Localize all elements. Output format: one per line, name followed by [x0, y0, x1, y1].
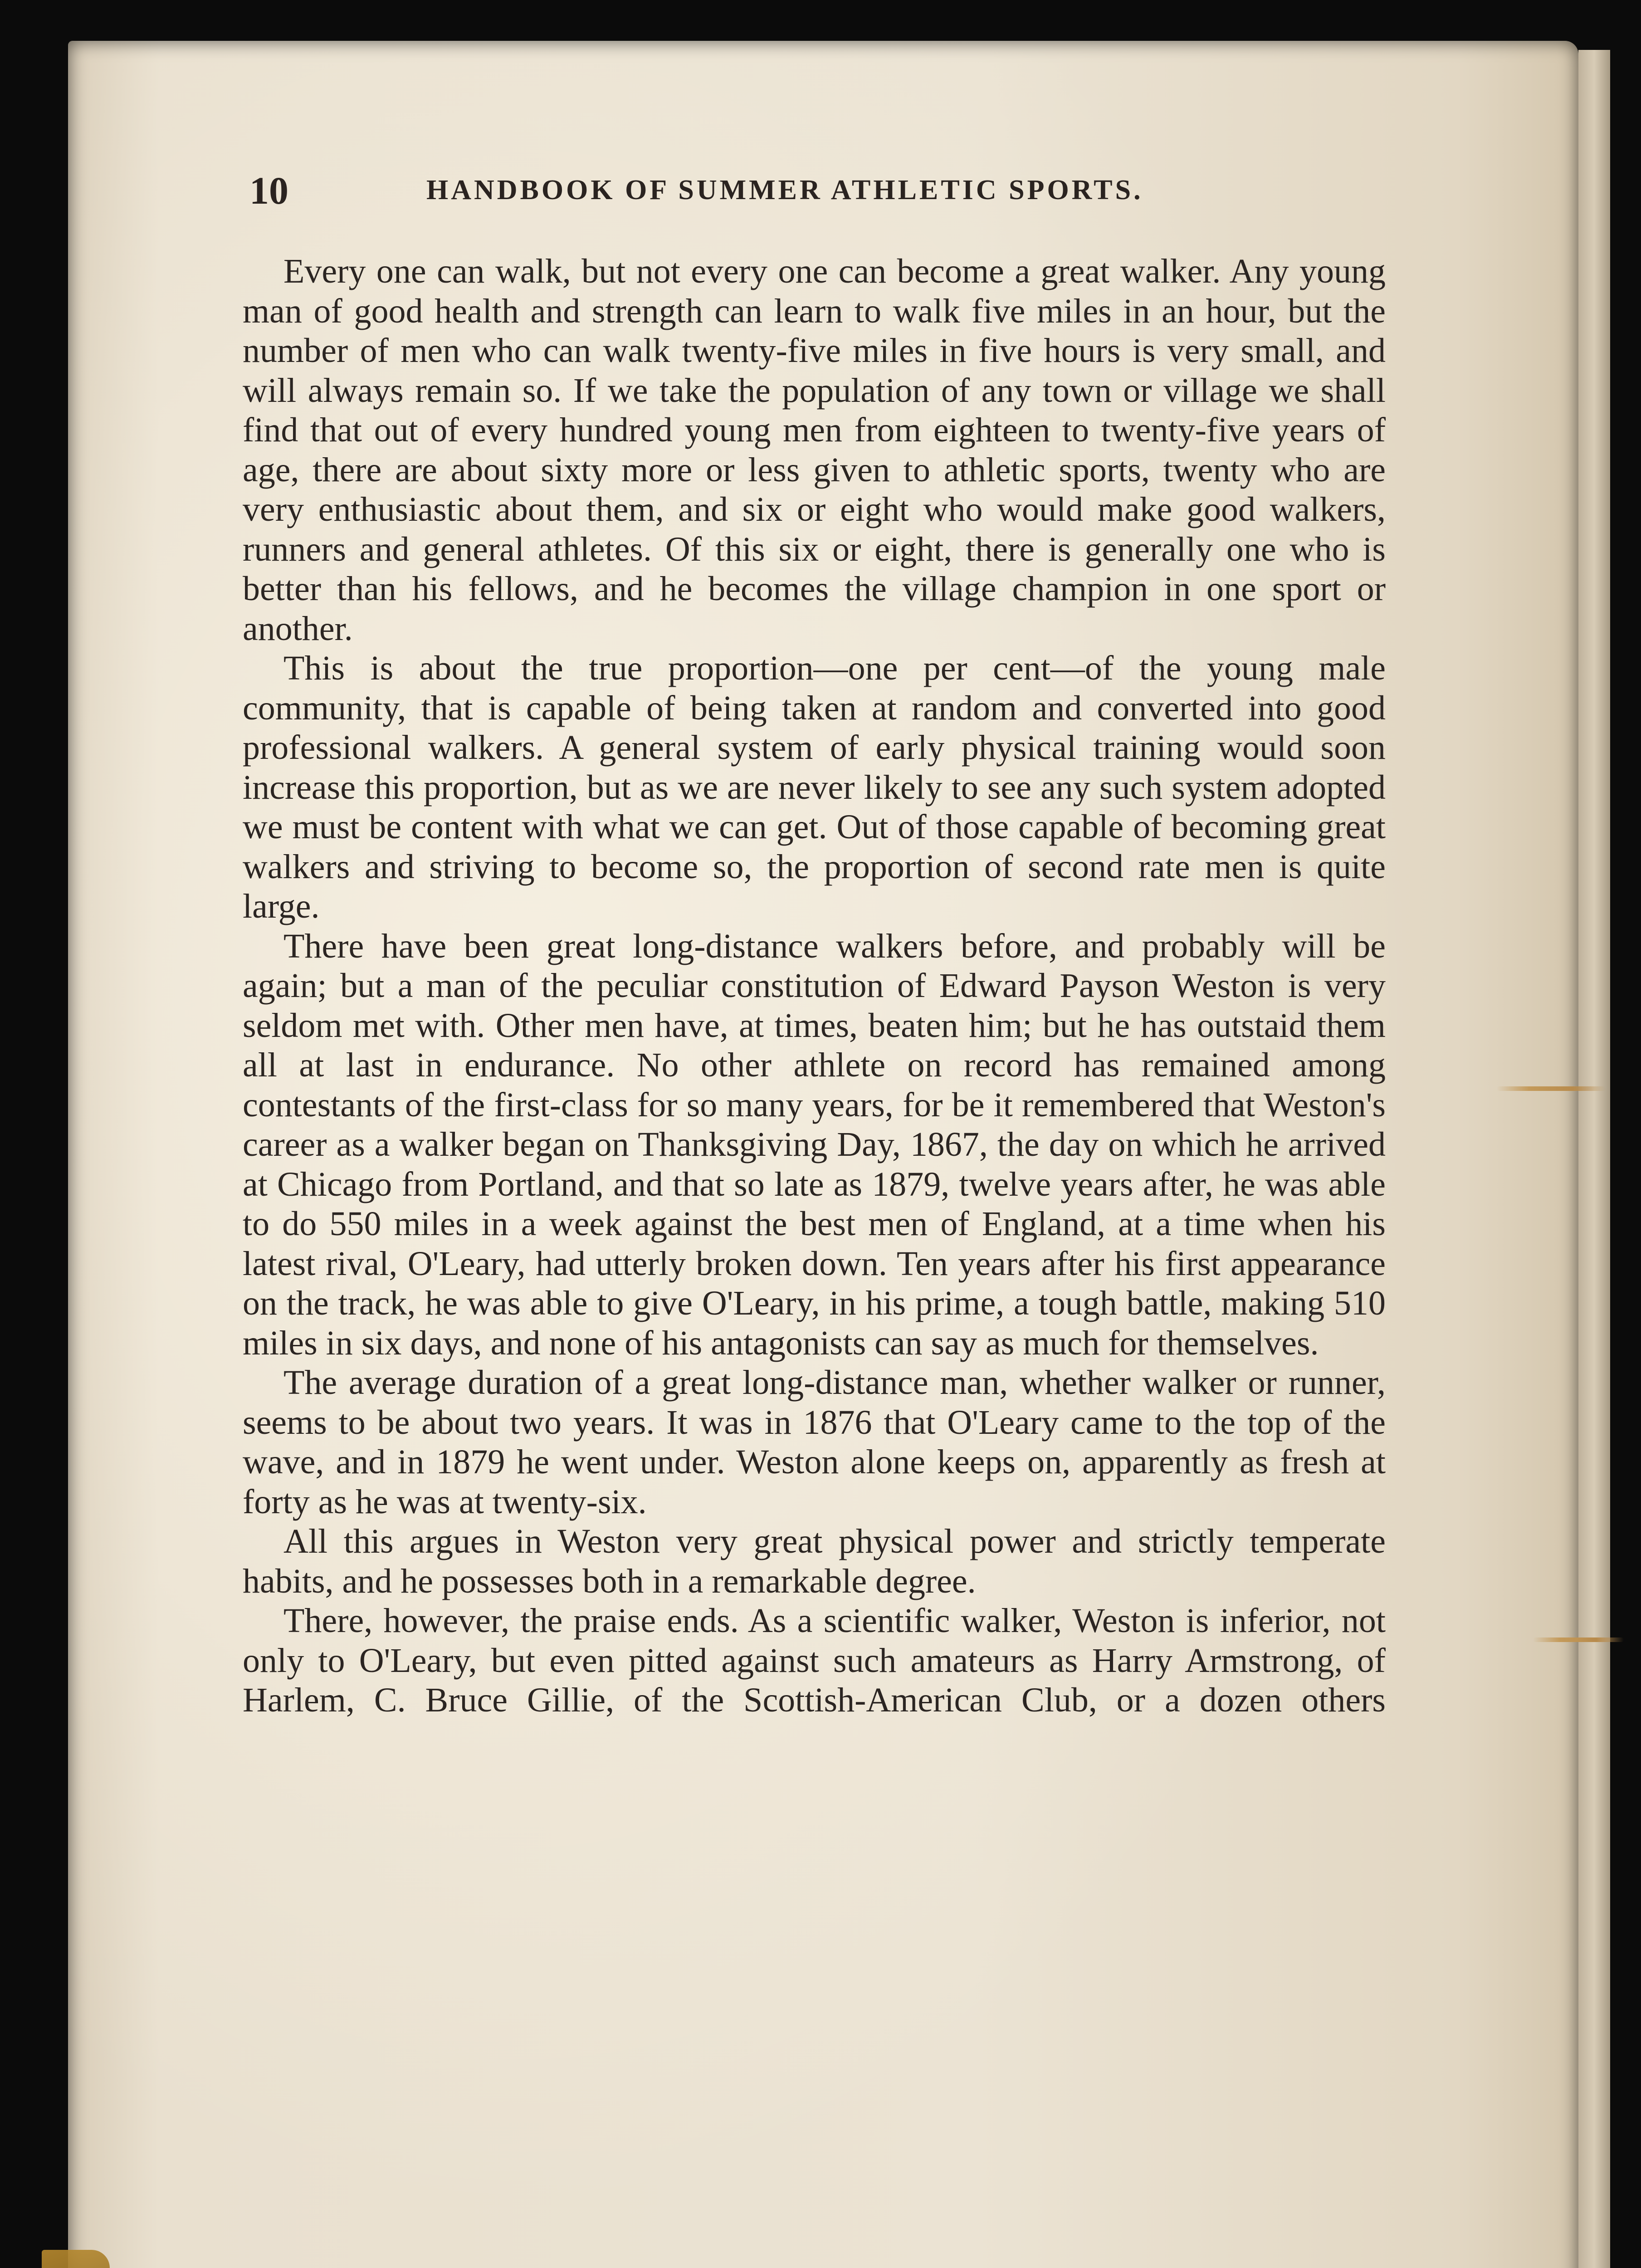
body-text — [243, 252, 1386, 1721]
page-number: 10 — [249, 169, 288, 212]
page-header — [249, 168, 1270, 213]
paragraph-5: All this argues in Weston very great physical power and strictly temperate habits, and he possesses both in a remarkable degree. — [243, 1522, 1386, 1600]
paragraph-6: There, however, the praise ends. As a scientific walker, Weston is inferior, not only to O'Leary, but even pitted against such amateurs as Harry Armstrong, of Harlem, C. Bruce Gillie, of the Scottish-American Club, or a dozen others — [243, 1602, 1386, 1719]
binding-thread-upper — [1497, 1086, 1606, 1091]
paragraph-4: The average duration of a great long-distance man, whether walker or runner, seems to be about two years. It was in 1876 that O'Leary came to the top of the wave, and in 1879 he went under. Weston alone keeps on, apparently as fresh at forty as he was at twenty-six. — [243, 1364, 1386, 1521]
binding-thread-lower — [1533, 1637, 1624, 1642]
paragraph-2: This is about the true proportion—one per cent—of the young male community, that is capable of being taken at random and converted into good professional walkers. A general system of early physical training would soon increase this proportion, but as we are never likely to see any such system adopted we must be content with what we can get. Out of those capable of becoming great walkers and striving to become so, the proportion of second rate men is quite large. — [243, 649, 1386, 925]
page-corner-stain — [42, 2250, 110, 2268]
paragraph-1: Every one can walk, but not every one can become a great walker. Any young man of good health and strength can learn to walk five miles in an hour, but the number of men who can walk twenty-five miles in five hours is very small, and will always remain so. If we take the population of any town or village we shall find that out of every hundred young men from eighteen to twenty-five years of age, there are about sixty more or less given to athletic sports, twenty who are very enthusiastic about them, and six or eight who would make good walkers, runners and general athletes. Of this six or eight, there is generally one who is better than his fellows, and he becomes the village champion in one sport or another. — [243, 252, 1386, 648]
running-head: HANDBOOK OF SUMMER ATHLETIC SPORTS. — [426, 175, 1143, 205]
next-page-edge — [1578, 50, 1610, 2268]
paragraph-3: There have been great long-distance walkers before, and probably will be again; but a man of the peculiar constitution of Edward Payson Weston is very seldom met with. Other men have, at times, beaten him; but he has outstaid them all at last in endurance. No other athlete on record has remained among contestants of the first-class for so many years, for be it remembered that Weston's career as a walker began on Thanksgiving Day, 1867, the day on which he arrived at Chicago from Portland, and that so late as 1879, twelve years after, he was able to do 550 miles in a week against the best men of England, at a time when his latest rival, O'Leary, had utterly broken down. Ten years after his first appearance on the track, he was able to give O'Leary, in his prime, a tough battle, making 510 miles in six days, and none of his antagonists can say as much for themselves. — [243, 927, 1386, 1362]
